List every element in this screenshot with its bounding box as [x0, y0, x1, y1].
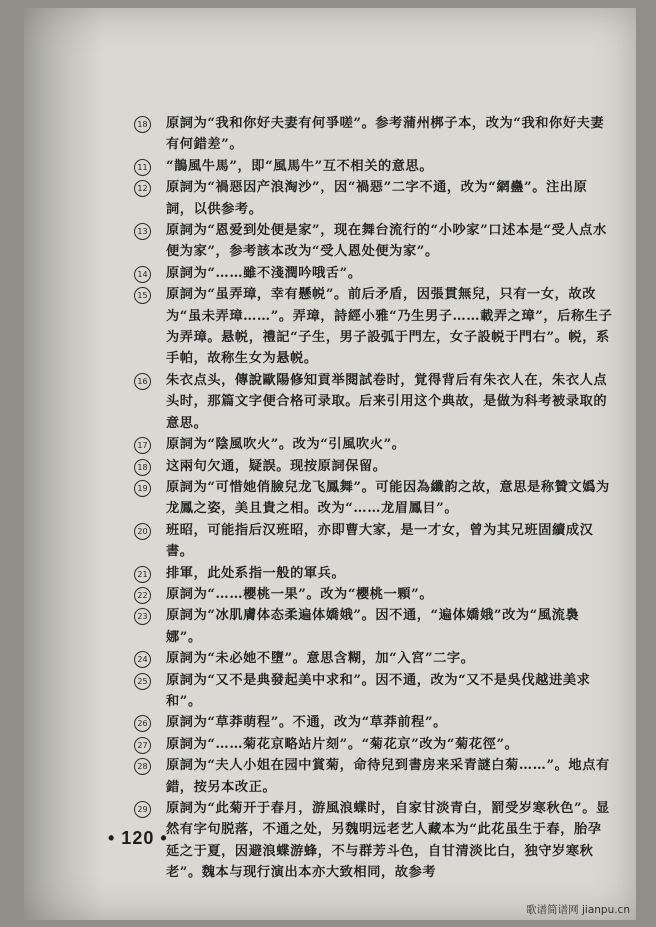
annotation-number: 12 — [134, 180, 151, 197]
annotation-item — [134, 220, 614, 263]
annotation-number: 21 — [134, 566, 151, 583]
annotation-text: 朱衣点头，傳說歐陽修知貢举閱試卷时，覚得背后有朱衣人在，朱衣人点头时，那篇文字便合格可录取。后来引用这个典故，是做为科考被录取的意思。 — [166, 372, 608, 431]
annotation-text: 班昭，可能指后汉班昭，亦即曹大家，是一才女，曾为其兄班固續成汉書。 — [166, 522, 594, 560]
annotation-text: 原詞为“……櫻桃一果”。改为“櫻桃一顆”。 — [166, 586, 434, 602]
annotation-number: 20 — [134, 523, 151, 540]
annotation-item — [134, 113, 614, 156]
annotation-number: 28 — [134, 758, 151, 775]
annotation-number: 13 — [134, 223, 151, 240]
annotation-item — [134, 263, 614, 284]
annotation-item — [134, 477, 614, 520]
annotation-item — [134, 177, 614, 220]
annotation-item — [134, 648, 614, 669]
annotation-item — [134, 284, 614, 370]
annotation-text: 原詞为“未必她不墮”。意思含糊，加“入宮”二字。 — [166, 651, 475, 667]
annotation-number: 17 — [134, 437, 151, 454]
annotation-text: 原詞为“草莽萌程”。不通，改为“草莽前程”。 — [166, 715, 447, 731]
annotation-text: 排軍，此处系指一般的軍兵。 — [166, 565, 346, 581]
annotation-item — [134, 434, 614, 455]
annotation-number: 27 — [134, 737, 151, 754]
annotation-text: 原詞为“陰風吹火”。改为“引風吹火”。 — [166, 437, 406, 453]
annotation-text: 原詞为“夫人小姐在园中賞菊，命待兒到書房来采青謎白菊……”。地点有錯，按另本改正。 — [166, 758, 610, 795]
page-number: • 120 • — [108, 828, 168, 848]
annotation-number: 24 — [134, 651, 151, 668]
annotation-text: 原詞为“冰肌膚体态柔遍体嬌娥”。因不通，“遍体嬌娥”改为“風流裊娜”。 — [166, 608, 580, 645]
annotation-item — [134, 755, 614, 798]
annotation-text: 原詞为“虽弄璋，幸有懸帨”。前后矛盾，因張貫無兒，只有一女，故改为“虽未弄璋……”。弄璋，詩經小雅“乃生男子……載弄之璋”，后称生子为弄璋。悬帨，禮記“子生，男子設弧于門左，女子設帨于門右”。帨，系手帕，故称生女为悬帨。 — [166, 287, 613, 367]
annotation-text: 原詞为“又不是典發起美中求和”。因不通，改为“又不是吳伐越进美求和”。 — [166, 672, 591, 709]
annotation-item — [134, 563, 614, 584]
annotation-number: 25 — [134, 673, 151, 690]
annotation-number: 19 — [134, 480, 151, 497]
annotation-text: “鵲風牛馬”，即“風馬牛”互不相关的意思。 — [166, 158, 434, 174]
annotation-number: 22 — [134, 587, 151, 604]
annotation-number: 14 — [134, 266, 151, 283]
annotation-number: 16 — [134, 373, 151, 390]
annotation-number: 15 — [134, 287, 151, 304]
annotation-text: 原詞为“此菊开于春月，游風浪蝶时，自家甘淡青白，罰受岁寒秋色”。显然有字句脱落，不通之处，另魏明远老艺人藏本为“此花虽生于春，胎孕延之于夏，因避浪蝶游蜂，不与群芳斗色，自甘清淡比白，独守岁寒秋老”。魏本与现行演出本亦大致相同，故参考 — [166, 801, 610, 881]
annotation-list — [134, 113, 614, 884]
annotation-text: 原詞为“恩爱到处便是家”，现在舞台流行的“小吵家”口述本是“受人点水便为家”，参考該本改为“受人恩处便为家”。 — [166, 223, 607, 260]
annotation-number: 29 — [134, 801, 151, 818]
annotation-item — [134, 734, 614, 755]
annotation-item — [134, 798, 614, 884]
annotation-item — [134, 156, 614, 177]
annotation-text: 原詞为“……雖不淺潤吟哦舌”。 — [166, 265, 362, 281]
page-binding-shadow — [24, 8, 104, 920]
annotation-item — [134, 456, 614, 477]
annotation-text: 原詞为“我和你好夫妻有何爭嗟”。参考蒲州梆子本，改为“我和你好夫妻有何錯差”。 — [166, 116, 605, 153]
annotation-text: 原詞为“禍惡因产浪淘沙”，因“禍惡”二字不通，改为“網蠱”。注出原詞，以供参考。 — [166, 180, 588, 217]
annotation-item — [134, 584, 614, 605]
book-page — [24, 8, 636, 920]
annotation-text: 这兩句欠通，疑誤。现按原詞保留。 — [166, 458, 387, 474]
annotation-number: 18 — [134, 459, 151, 476]
annotation-text: 原詞为“可惜她俏臉兒龙飞鳳舞”。可能因為纖韵之故，意思是称贊文嬀为龙鳳之姿，美且貴之相。改为“……龙眉鳳目”。 — [166, 479, 610, 517]
annotation-item — [134, 670, 614, 713]
annotation-text: 原詞为“……菊花京略站片刻”。“菊花京”改为“菊花徑”。 — [166, 736, 519, 752]
annotation-item — [134, 520, 614, 563]
annotation-number: 18 — [134, 116, 151, 133]
site-watermark: 歌谱简谱网 jianpu.cn — [526, 904, 630, 916]
annotation-number: 26 — [134, 715, 151, 732]
annotation-item — [134, 712, 614, 733]
annotation-number: 11 — [134, 159, 151, 176]
annotation-number: 23 — [134, 608, 151, 625]
annotation-item — [134, 370, 614, 434]
annotation-item — [134, 605, 614, 648]
